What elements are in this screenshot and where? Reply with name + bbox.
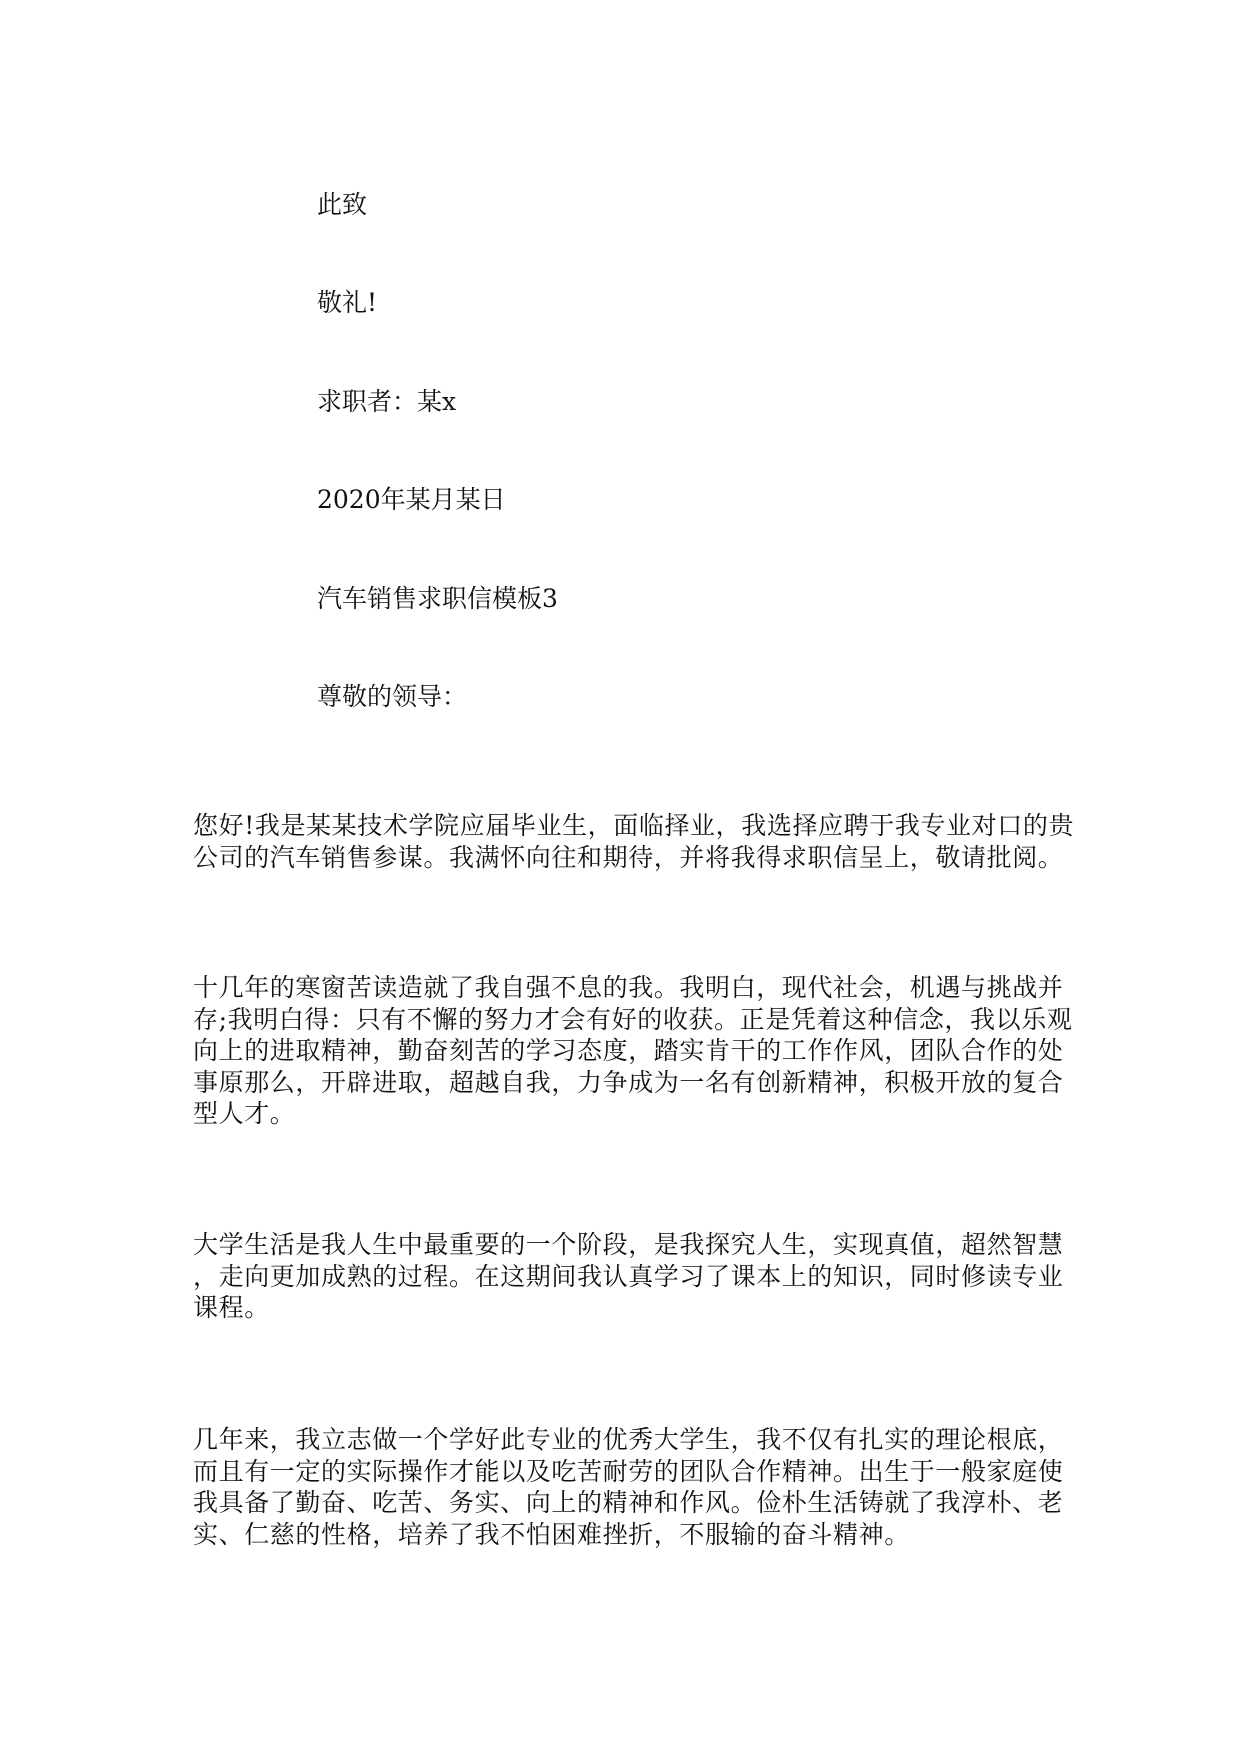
signature-line: 求职者：某x	[317, 387, 457, 416]
paragraph-line: 而且有一定的实际操作才能以及吃苦耐劳的团队合作精神。出生于一般家庭使	[193, 1456, 1064, 1486]
paragraph-4	[193, 1424, 1064, 1550]
paragraph-line: 我具备了勤奋、吃苦、务实、向上的精神和作风。俭朴生活铸就了我淳朴、老	[193, 1488, 1064, 1517]
paragraph-line: 存;我明白得：只有不懈的努力才会有好的收获。正是凭着这种信念，我以乐观	[193, 1004, 1073, 1034]
paragraph-line: 您好!我是某某技术学院应届毕业生，面临择业，我选择应聘于我专业对口的贵	[193, 811, 1075, 840]
paragraph-line: 向上的进取精神，勤奋刻苦的学习态度，踏实肯干的工作作风，团队合作的处	[193, 1036, 1064, 1065]
date-line: 2020年某月某日	[317, 485, 506, 514]
paragraph-line: 课程。	[193, 1293, 270, 1322]
paragraph-line: 十几年的寒窗苦读造就了我自强不息的我。我明白，现代社会，机遇与挑战并	[193, 973, 1064, 1002]
paragraph-line: 实、仁慈的性格，培养了我不怕困难挫折，不服输的奋斗精神。	[193, 1519, 910, 1549]
paragraph-line: 几年来，我立志做一个学好此专业的优秀大学生，我不仅有扎实的理论根底，	[193, 1425, 1064, 1454]
paragraph-3	[193, 1229, 1064, 1324]
letter-greeting: 尊敬的领导：	[317, 682, 468, 711]
closing-salutation-2: 敬礼!	[317, 288, 378, 317]
paragraph-2	[193, 972, 1073, 1130]
paragraph-line: 大学生活是我人生中最重要的一个阶段，是我探究人生，实现真值，超然智慧	[193, 1230, 1064, 1259]
closing-salutation-1: 此致	[317, 190, 368, 219]
paragraph-line: 公司的汽车销售参谋。我满怀向往和期待，并将我得求职信呈上，敬请批阅。	[193, 842, 1064, 872]
paragraph-1	[193, 810, 1075, 873]
paragraph-line: 事原那么，开辟进取，超越自我，力争成为一名有创新精神，积极开放的复合	[193, 1067, 1064, 1097]
paragraph-line: ，走向更加成熟的过程。在这期间我认真学习了课本上的知识，同时修读专业	[193, 1261, 1064, 1291]
letter-title: 汽车销售求职信模板3	[317, 584, 558, 613]
paragraph-line: 型人才。	[193, 1099, 296, 1128]
